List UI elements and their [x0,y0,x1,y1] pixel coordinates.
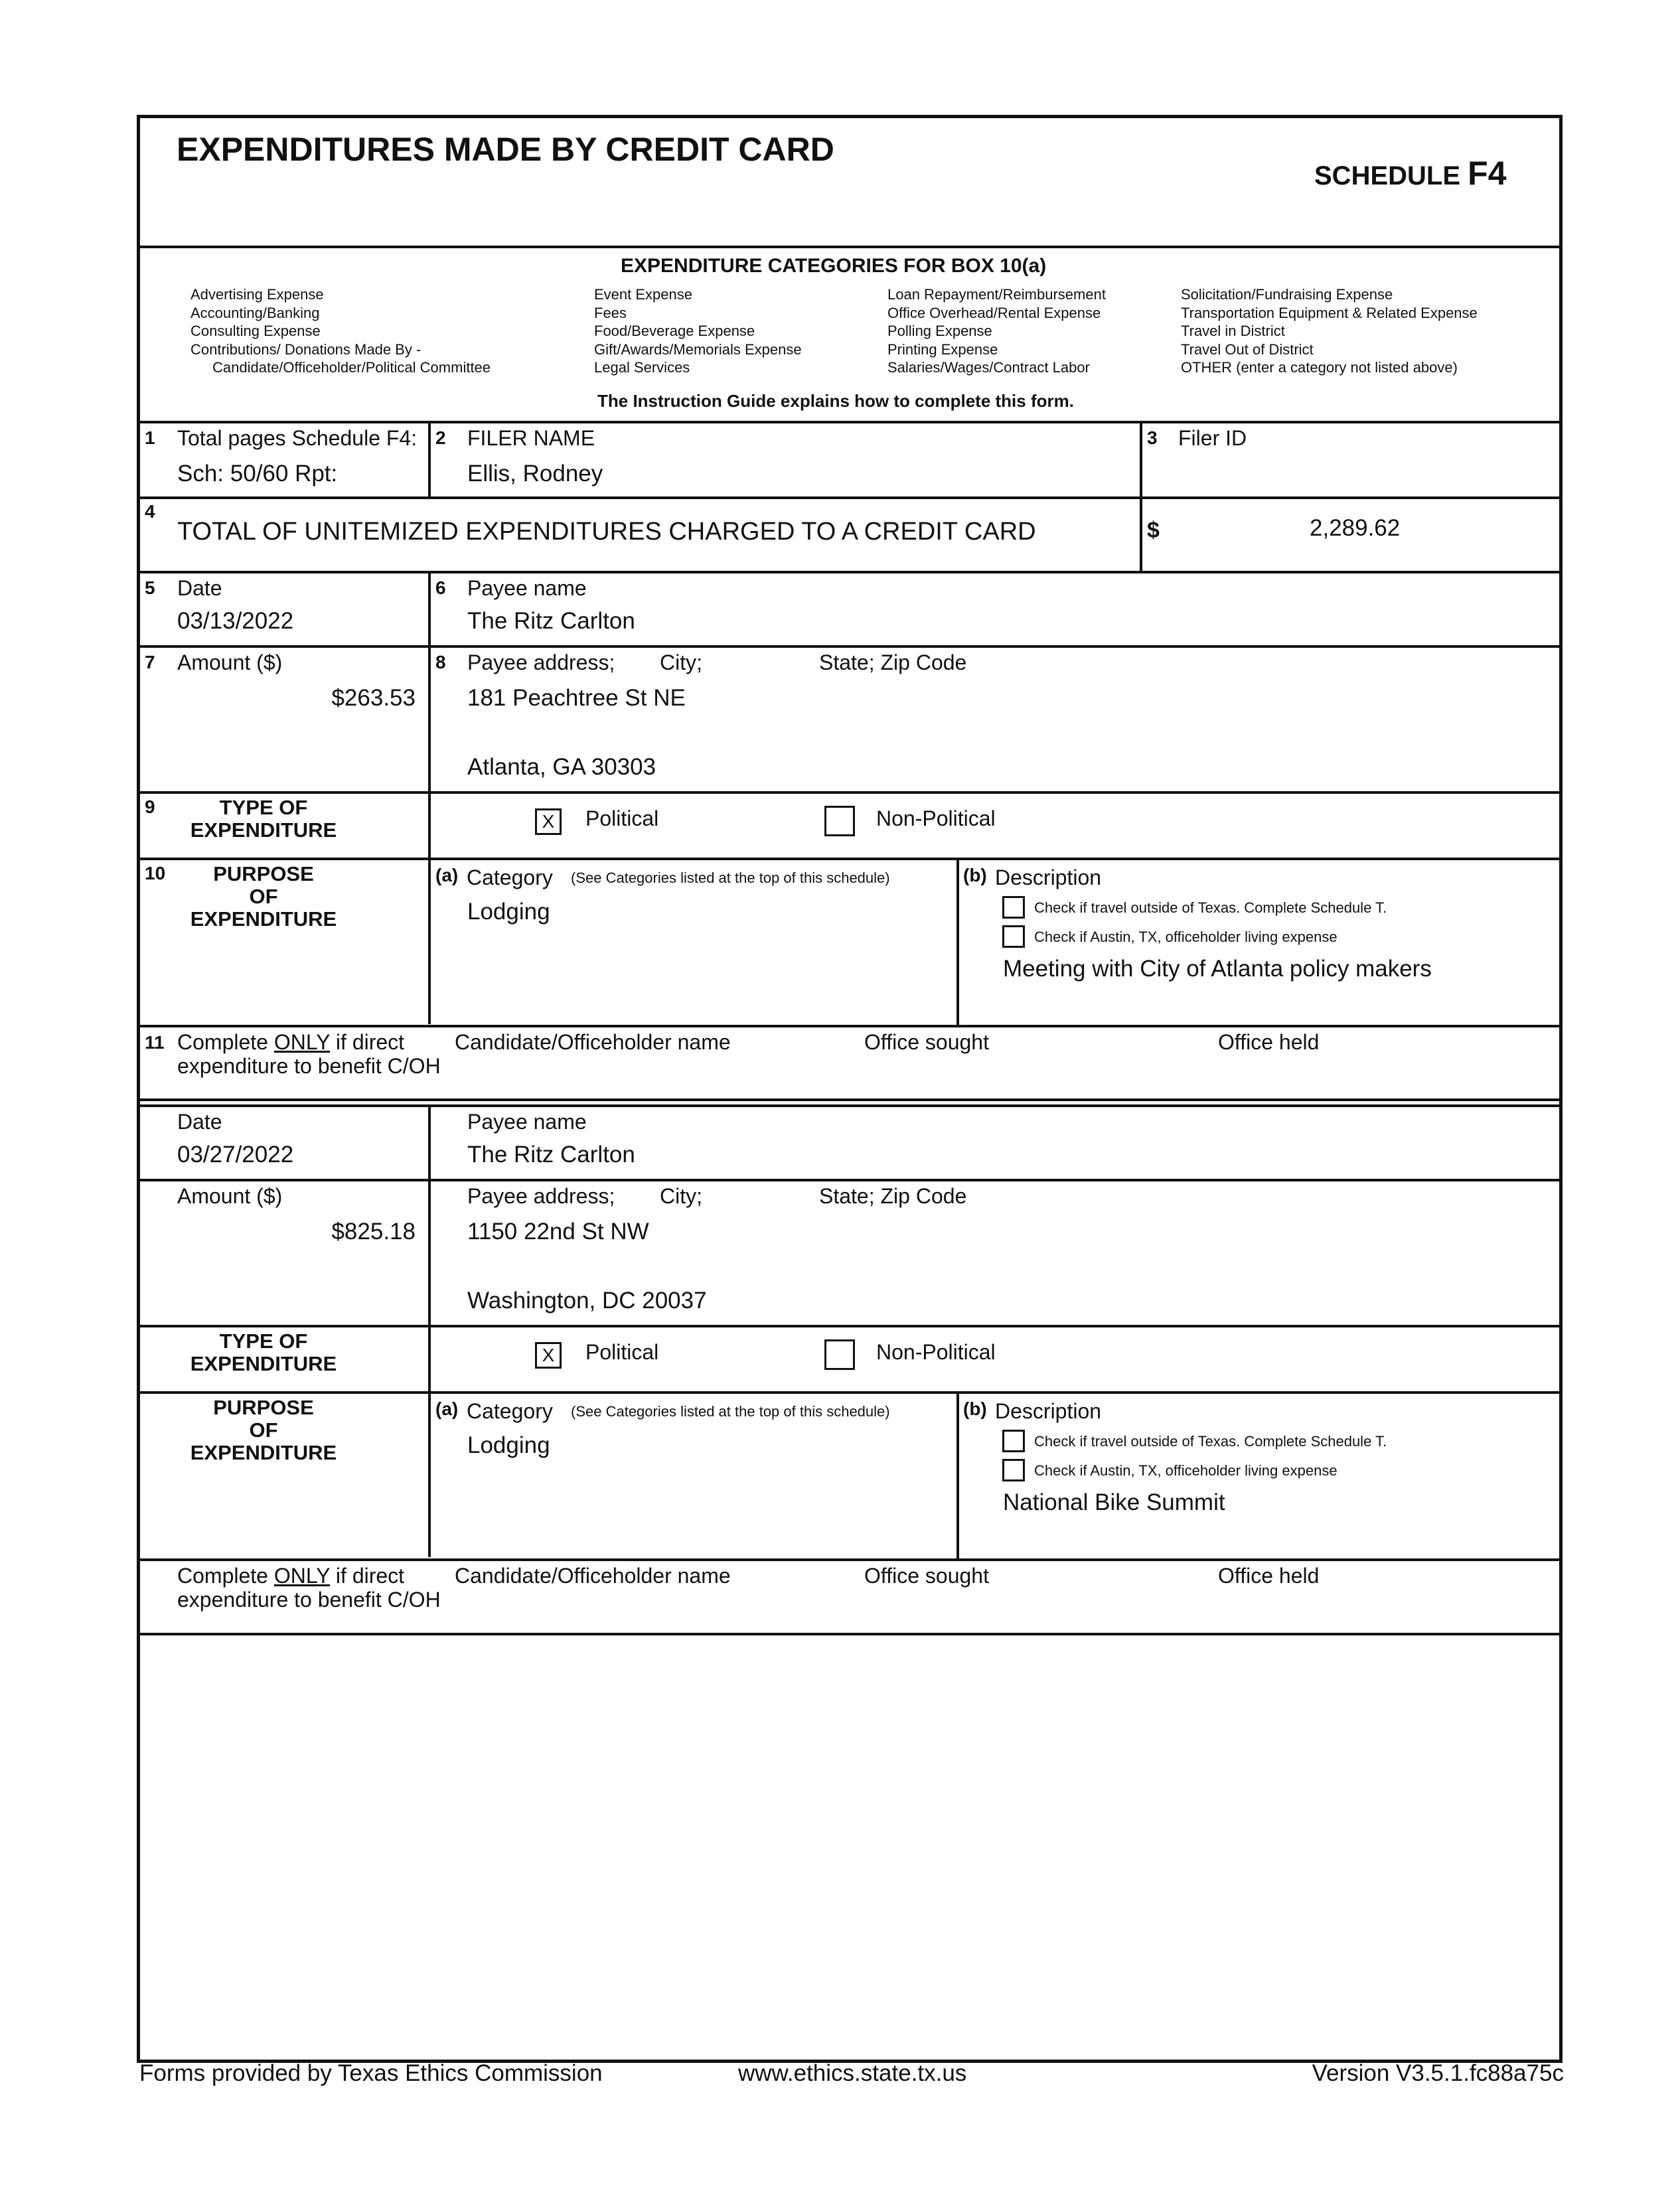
footer-provider: Forms provided by Texas Ethics Commission [139,2060,603,2086]
payee-name-value: The Ritz Carlton [467,1142,635,1168]
divider [137,1633,1563,1635]
office-sought-label: Office sought [864,1564,989,1588]
amount-value: $825.18 [331,1219,416,1245]
part-b-marker: (b) [963,865,987,885]
amount-value: $263.53 [331,685,416,711]
address-line-1: 181 Peachtree St NE [467,685,686,711]
category-note: (See Categories listed at the top of this schedule) [571,1403,890,1420]
filer-name-value: Ellis, Rodney [467,461,603,487]
divider [137,496,1563,499]
office-sought-label: Office sought [864,1030,989,1054]
filer-id-label: Filer ID [1178,426,1247,450]
date-label: Date [177,576,222,600]
footer-url[interactable]: www.ethics.state.tx.us [738,2060,967,2086]
candidate-name-label: Candidate/Officeholder name [455,1564,731,1588]
type-of-expenditure-label: TYPE OF EXPENDITURE [190,796,337,842]
divider [137,571,1563,573]
divider [137,1325,1563,1327]
divider [137,1104,1563,1107]
divider [137,645,1563,648]
category-list-1: Advertising Expense Accounting/Banking Consulting Expense Contributions/ Donations Made By - Candidate/Officeholder/Political Committee [191,286,491,376]
amount-label: Amount ($) [177,1184,283,1208]
divider [956,858,959,1025]
payee-address-label: Payee address; [467,1184,615,1208]
non-political-label: Non-Political [876,1340,996,1364]
office-held-label: Office held [1218,1564,1320,1588]
part-a-marker: (a) [435,865,459,885]
description-label: Description [995,1399,1102,1423]
divider [956,1391,959,1558]
austin-living-expense-label: Check if Austin, TX, officeholder living expense [1034,929,1337,945]
address-line-2: Atlanta, GA 30303 [467,754,656,780]
travel-outside-texas-label: Check if travel outside of Texas. Complete Schedule T. [1034,899,1387,916]
field-number: 4 [145,501,155,522]
divider [137,1391,1563,1394]
field-number: 5 [145,577,155,598]
amount-label: Amount ($) [177,650,283,674]
divider [137,1179,1563,1181]
type-of-expenditure-label: TYPE OF EXPENDITURE [190,1329,337,1375]
field-number: 8 [435,652,446,672]
divider [137,421,1563,423]
field-number: 3 [1147,427,1158,448]
austin-living-expense-checkbox[interactable] [1002,925,1025,948]
part-b-marker: (b) [963,1398,987,1419]
purpose-of-expenditure-label: PURPOSE OF EXPENDITURE [190,862,337,931]
payee-address-label: Payee address; [467,650,615,674]
form-title: EXPENDITURES MADE BY CREDIT CARD [177,131,834,168]
divider [137,1558,1563,1561]
address-line-2: Washington, DC 20037 [467,1288,707,1314]
city-label: City; [660,1184,702,1208]
candidate-name-label: Candidate/Officeholder name [455,1030,731,1054]
divider [137,246,1563,248]
footer-version: Version V3.5.1.fc88a75c [1312,2060,1564,2086]
benefit-label: expenditure to benefit C/OH [177,1588,441,1612]
total-pages-value: Sch: 50/60 Rpt: [177,461,338,487]
state-zip-label: State; Zip Code [819,650,967,674]
payee-name-label: Payee name [467,576,587,600]
category-label: Category [467,1399,553,1423]
non-political-checkbox[interactable] [824,1339,855,1370]
non-political-label: Non-Political [876,806,996,830]
austin-living-expense-label: Check if Austin, TX, officeholder living expense [1034,1462,1337,1479]
description-value: Meeting with City of Atlanta policy makers [1003,956,1432,982]
travel-outside-texas-checkbox[interactable] [1002,1430,1025,1452]
city-label: City; [660,650,702,674]
currency-sign: $ [1147,518,1160,543]
travel-outside-texas-checkbox[interactable] [1002,896,1025,919]
schedule-label: SCHEDULE F4 [1314,155,1507,192]
divider [137,791,1563,794]
category-value: Lodging [467,1432,550,1458]
address-line-1: 1150 22nd St NW [467,1219,649,1245]
purpose-of-expenditure-label: PURPOSE OF EXPENDITURE [190,1396,337,1464]
office-held-label: Office held [1218,1030,1320,1054]
divider [137,858,1563,860]
categories-heading: EXPENDITURE CATEGORIES FOR BOX 10(a) [621,255,1047,277]
payee-name-label: Payee name [467,1110,587,1134]
total-unitemized-value: 2,289.62 [1310,515,1401,541]
field-number: 9 [145,796,155,817]
date-value: 03/13/2022 [177,608,294,634]
total-pages-label: Total pages Schedule F4: [177,426,418,450]
non-political-checkbox[interactable] [824,806,855,836]
field-number: 2 [435,427,446,448]
divider [428,571,431,1024]
divider [137,1025,1563,1027]
part-a-marker: (a) [435,1398,459,1419]
travel-outside-texas-label: Check if travel outside of Texas. Complete Schedule T. [1034,1433,1387,1450]
divider [137,1098,1563,1101]
state-zip-label: State; Zip Code [819,1184,967,1208]
political-checkbox[interactable]: X [535,808,562,835]
payee-name-value: The Ritz Carlton [467,608,635,634]
category-list-2: Event Expense Fees Food/Beverage Expense Gift/Awards/Memorials Expense Legal Services [594,286,802,376]
benefit-label: expenditure to benefit C/OH [177,1054,441,1078]
filer-name-label: FILER NAME [467,426,595,450]
political-label: Political [585,1340,659,1364]
description-value: National Bike Summit [1003,1489,1225,1515]
field-number: 10 [145,863,166,883]
complete-only-label: Complete ONLY if direct [177,1564,405,1588]
category-note: (See Categories listed at the top of this schedule) [571,869,890,886]
field-number: 1 [145,427,155,448]
date-label: Date [177,1110,222,1134]
austin-living-expense-checkbox[interactable] [1002,1459,1025,1481]
divider [428,1104,431,1557]
description-label: Description [995,866,1102,889]
political-checkbox[interactable]: X [535,1342,562,1369]
date-value: 03/27/2022 [177,1142,294,1168]
complete-only-label: Complete ONLY if direct [177,1030,405,1054]
total-unitemized-label: TOTAL OF UNITEMIZED EXPENDITURES CHARGED TO A CREDIT CARD [177,518,1036,546]
field-number: 11 [145,1032,165,1053]
category-list-3: Loan Repayment/Reimbursement Office Overhead/Rental Expense Polling Expense Printing Expense Salaries/Wages/Contract Labor [887,286,1106,376]
field-number: 6 [435,577,446,598]
divider [428,421,431,496]
political-label: Political [585,806,659,830]
instruction-guide-note: The Instruction Guide explains how to complete this form. [597,391,1074,411]
category-list-4: Solicitation/Fundraising Expense Transportation Equipment & Related Expense Travel in District Travel Out of District OTHER (enter a category not listed above) [1181,286,1478,376]
field-number: 7 [145,652,155,672]
category-label: Category [467,866,553,889]
category-value: Lodging [467,899,550,925]
